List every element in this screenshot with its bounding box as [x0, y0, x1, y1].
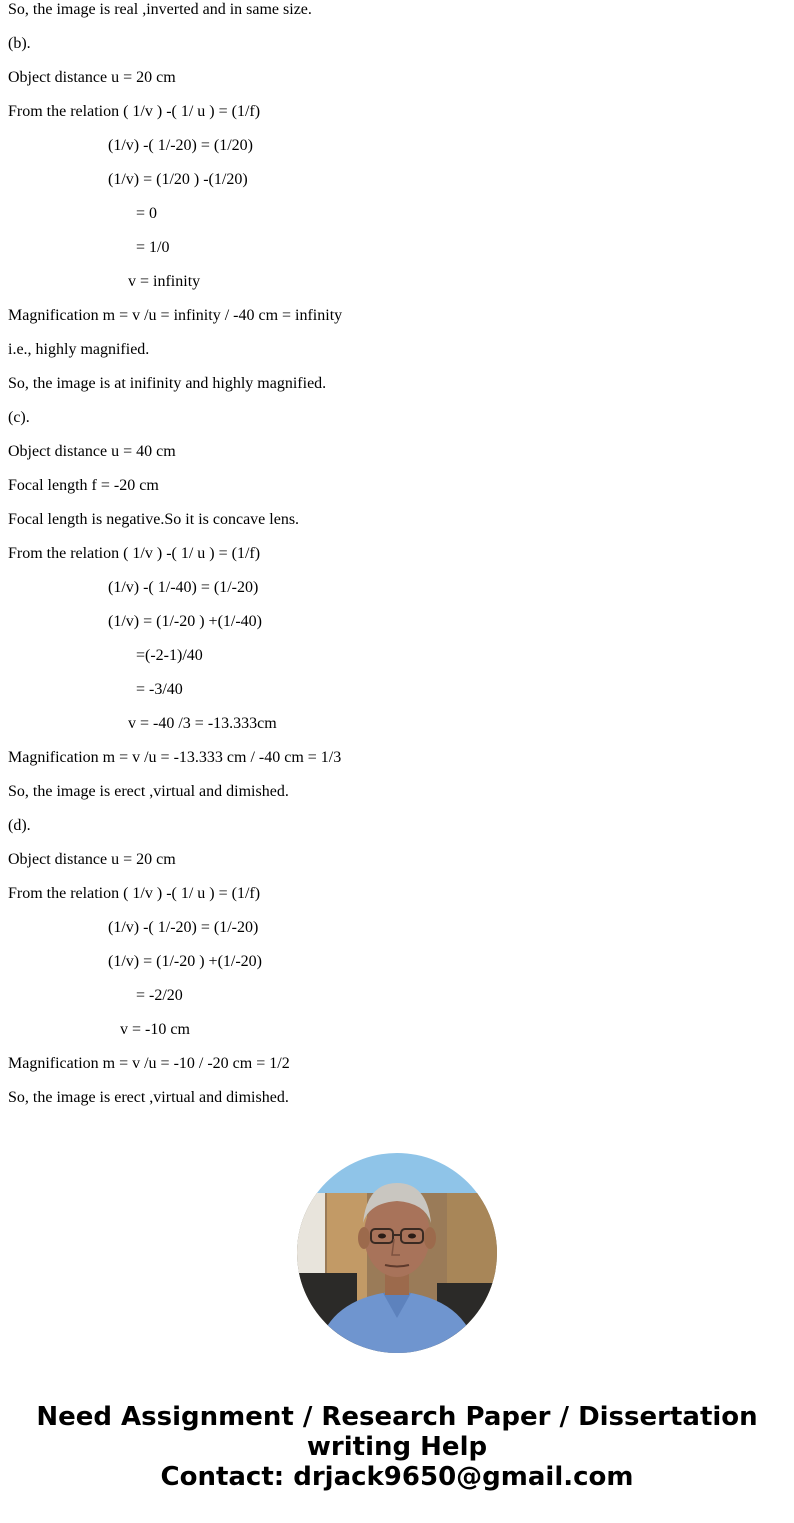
author-photo: [297, 1153, 497, 1353]
text-line: = 0: [8, 205, 158, 222]
text-line: From the relation ( 1/v ) -( 1/ u ) = (1/f): [8, 545, 261, 562]
text-line: (d).: [8, 817, 31, 834]
text-line: = -2/20: [8, 987, 183, 1004]
text-line: Magnification m = v /u = infinity / -40 cm = infinity: [8, 307, 343, 324]
footer-line-3: Contact: drjack9650@gmail.com: [160, 1462, 634, 1492]
text-line: v = -10 cm: [8, 1021, 190, 1038]
text-line: (1/v) -( 1/-20) = (1/20): [8, 137, 253, 154]
text-line: (b).: [8, 35, 31, 52]
text-line: Focal length f = -20 cm: [8, 477, 159, 494]
footer-line-2: writing Help: [306, 1432, 488, 1462]
solution-text: [8, 0, 788, 1122]
text-line: v = infinity: [8, 273, 201, 290]
person-avatar-icon: [297, 1153, 497, 1353]
text-line: (1/v) = (1/20 ) -(1/20): [8, 171, 248, 188]
text-line: So, the image is real ,inverted and in same size.: [8, 1, 312, 18]
text-line: =(-2-1)/40: [8, 647, 203, 664]
text-line: Focal length is negative.So it is concave lens.: [8, 511, 300, 528]
text-line: So, the image is erect ,virtual and dimished.: [8, 783, 289, 800]
text-line: Object distance u = 40 cm: [8, 443, 176, 460]
text-line: So, the image is at inifinity and highly magnified.: [8, 375, 327, 392]
text-line: v = -40 /3 = -13.333cm: [8, 715, 277, 732]
text-line: Magnification m = v /u = -13.333 cm / -40 cm = 1/3: [8, 749, 342, 766]
footer-contact: [0, 1402, 794, 1492]
text-line: Object distance u = 20 cm: [8, 851, 176, 868]
text-line: From the relation ( 1/v ) -( 1/ u ) = (1/f): [8, 885, 261, 902]
text-line: = -3/40: [8, 681, 183, 698]
text-line: i.e., highly magnified.: [8, 341, 150, 358]
text-line: (1/v) -( 1/-40) = (1/-20): [8, 579, 259, 596]
text-line: (1/v) -( 1/-20) = (1/-20): [8, 919, 259, 936]
text-line: (c).: [8, 409, 30, 426]
text-line: From the relation ( 1/v ) -( 1/ u ) = (1/f): [8, 103, 261, 120]
text-line: Magnification m = v /u = -10 / -20 cm = 1/2: [8, 1055, 290, 1072]
text-line: (1/v) = (1/-20 ) +(1/-40): [8, 613, 263, 630]
text-line: Object distance u = 20 cm: [8, 69, 176, 86]
text-line: = 1/0: [8, 239, 170, 256]
text-line: (1/v) = (1/-20 ) +(1/-20): [8, 953, 263, 970]
text-line: So, the image is erect ,virtual and dimished.: [8, 1089, 289, 1106]
footer-line-1: Need Assignment / Research Paper / Dissertation: [36, 1402, 758, 1432]
